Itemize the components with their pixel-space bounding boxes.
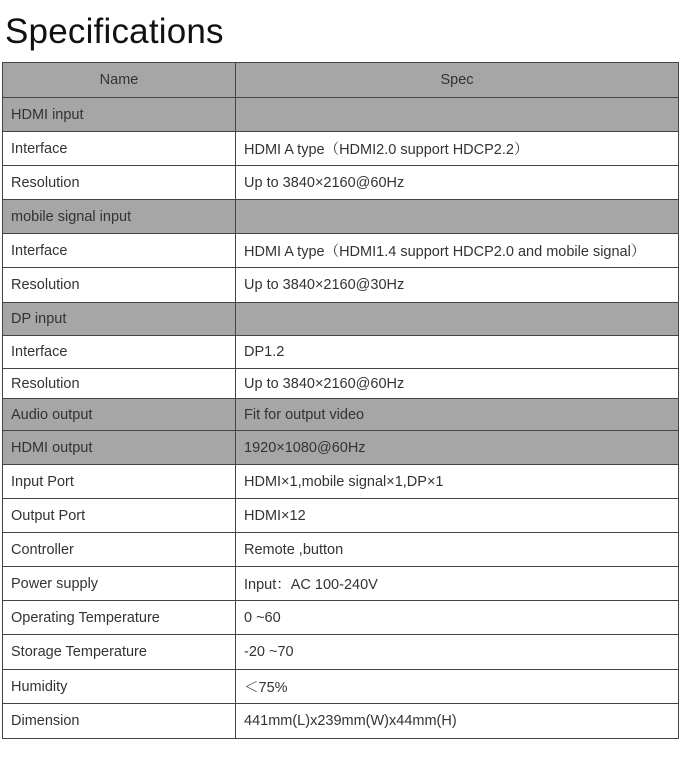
cell-name: HDMI input [3,98,236,132]
table-section-row [3,98,679,132]
cell-name: Interface [3,336,236,369]
cell-spec: -20 ~70 [236,635,679,670]
table-section-row [3,200,679,234]
table-row [3,369,679,399]
table-header-row [3,63,679,98]
table-row [3,268,679,303]
cell-name: HDMI output [3,431,236,465]
specifications-table [2,62,679,739]
cell-name: Output Port [3,499,236,533]
table-row [3,499,679,533]
cell-name: Resolution [3,369,236,399]
cell-name: Power supply [3,567,236,601]
cell-spec: Input：AC 100-240V [236,567,679,601]
table-row [3,670,679,704]
cell-name: Audio output [3,399,236,431]
cell-name: mobile signal input [3,200,236,234]
cell-spec: 1920×1080@60Hz [236,431,679,465]
table-row [3,567,679,601]
table-row [3,635,679,670]
cell-name: Dimension [3,704,236,739]
column-header-name: Name [3,63,236,98]
cell-spec: Up to 3840×2160@30Hz [236,268,679,303]
table-section-row [3,431,679,465]
table-body [3,98,679,739]
cell-spec: HDMI×1,mobile signal×1,DP×1 [236,465,679,499]
table-section-row [3,303,679,336]
cell-spec: Fit for output video [236,399,679,431]
cell-name: Interface [3,132,236,166]
cell-name: DP input [3,303,236,336]
table-row [3,465,679,499]
cell-spec: HDMI A type（HDMI2.0 support HDCP2.2） [236,132,679,166]
table-row [3,166,679,200]
cell-name: Resolution [3,268,236,303]
table-row [3,234,679,268]
column-header-spec: Spec [236,63,679,98]
cell-spec: 0 ~60 [236,601,679,635]
cell-name: Input Port [3,465,236,499]
cell-name: Resolution [3,166,236,200]
cell-spec [236,200,679,234]
page-title: Specifications [5,12,224,51]
cell-spec: Up to 3840×2160@60Hz [236,166,679,200]
cell-spec: Remote ,button [236,533,679,567]
cell-spec: Up to 3840×2160@60Hz [236,369,679,399]
cell-spec [236,98,679,132]
cell-name: Interface [3,234,236,268]
table-row [3,336,679,369]
cell-name: Controller [3,533,236,567]
cell-spec: ＜75% [236,670,679,704]
cell-spec: HDMI A type（HDMI1.4 support HDCP2.0 and mobile signal） [236,234,679,268]
cell-spec: HDMI×12 [236,499,679,533]
cell-spec: 441mm(L)x239mm(W)x44mm(H) [236,704,679,739]
table-row [3,601,679,635]
cell-name: Storage Temperature [3,635,236,670]
table-row [3,533,679,567]
cell-spec: DP1.2 [236,336,679,369]
table-section-row [3,399,679,431]
cell-spec [236,303,679,336]
cell-name: Humidity [3,670,236,704]
table-row [3,704,679,739]
cell-name: Operating Temperature [3,601,236,635]
table-row [3,132,679,166]
